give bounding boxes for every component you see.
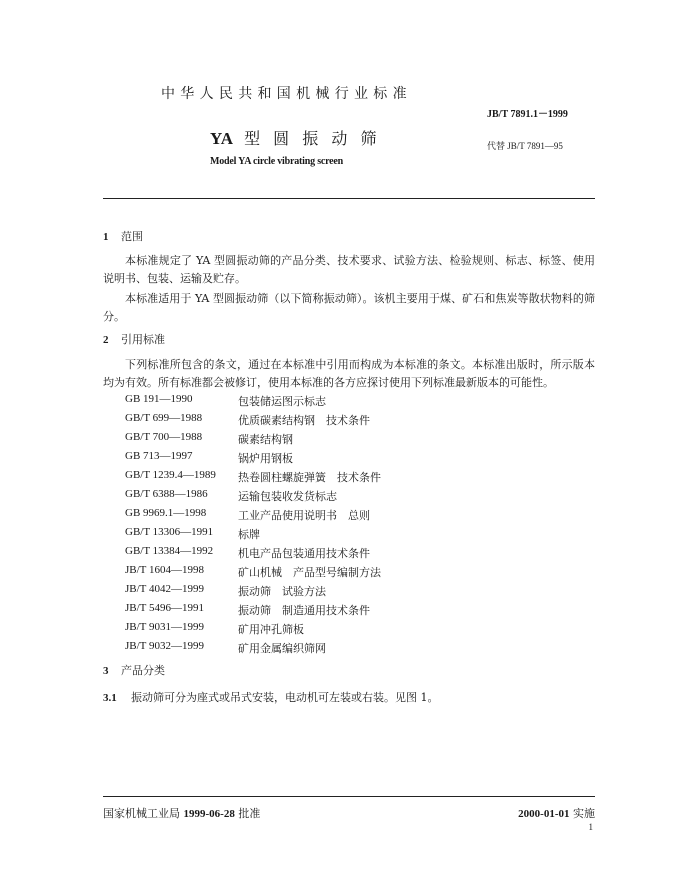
- section-2-paragraph: 下列标准所包含的条文，通过在本标准中引用而构成为本标准的条文。本标准出版时，所示版本均为有效。所有标准都会被修订，使用本标准的各方应探讨使用下列标准最新版本的可能性。: [103, 358, 595, 389]
- section-title: 产品分类: [121, 664, 165, 677]
- org-title: 中华人民共和国机械行业标准: [161, 86, 412, 102]
- reference-name: 振动筛 制造通用技术条件: [238, 604, 370, 617]
- section-1-paragraph-2: 本标准适用于 YA 型圆振动筛（以下简称振动筛）。该机主要用于煤、矿石和焦炭等散状物料的筛分。: [103, 292, 595, 323]
- reference-code: GB 191—1990: [125, 393, 193, 405]
- title-prefix: YA: [210, 129, 233, 148]
- reference-row: [125, 450, 425, 469]
- reference-name: 碳素结构钢: [238, 433, 293, 446]
- reference-code: JB/T 9032—1999: [125, 640, 204, 652]
- reference-code: JB/T 9031—1999: [125, 621, 204, 633]
- reference-name: 包装储运图示标志: [238, 395, 326, 408]
- section-title: 范围: [121, 230, 143, 243]
- reference-row: [125, 393, 425, 412]
- title-cn: 型 圆 振 动 筛: [244, 129, 381, 148]
- section-title: 引用标准: [121, 333, 165, 346]
- reference-row: [125, 583, 425, 602]
- reference-row: [125, 621, 425, 640]
- reference-name: 矿用金属编织筛网: [238, 642, 326, 655]
- reference-code: JB/T 5496—1991: [125, 602, 204, 614]
- clause-text: 振动筛可分为座式或吊式安装，电动机可左装或右装。见图 1。: [131, 691, 439, 704]
- replaces-note: 代替 JB/T 7891—95: [487, 141, 563, 151]
- section-number: 2: [103, 334, 109, 346]
- reference-list: [125, 393, 425, 659]
- reference-row: [125, 640, 425, 659]
- reference-code: GB/T 700—1988: [125, 431, 203, 443]
- footer-rule: [103, 796, 595, 797]
- reference-code: GB 9969.1—1998: [125, 507, 207, 519]
- reference-code: GB/T 13384—1992: [125, 545, 214, 557]
- reference-name: 标牌: [238, 528, 260, 541]
- section-1-paragraph-1: 本标准规定了 YA 型圆振动筛的产品分类、技术要求、试验方法、检验规则、标志、标签、使用说明书、包装、运输及贮存。: [103, 254, 595, 285]
- reference-row: [125, 469, 425, 488]
- reference-name: 工业产品使用说明书 总则: [238, 509, 370, 522]
- issue-date: 1999-06-28: [183, 808, 235, 820]
- reference-row: [125, 488, 425, 507]
- header-rule: [103, 198, 595, 199]
- reference-name: 优质碳素结构钢 技术条件: [238, 414, 370, 427]
- section-number: 1: [103, 231, 109, 243]
- reference-row: [125, 431, 425, 450]
- reference-name: 热卷圆柱螺旋弹簧 技术条件: [238, 471, 381, 484]
- clause-number: 3.1: [103, 692, 117, 704]
- reference-name: 矿用冲孔筛板: [238, 623, 304, 636]
- reference-name: 运输包装收发货标志: [238, 490, 337, 503]
- reference-code: GB 713—1997: [125, 450, 193, 462]
- implement-label: 实施: [573, 807, 595, 820]
- reference-code: GB/T 699—1988: [125, 412, 203, 424]
- reference-row: [125, 545, 425, 564]
- reference-code: GB/T 6388—1986: [125, 488, 208, 500]
- section-2-heading: [103, 331, 165, 347]
- standard-number: JB/T 7891.1－1999: [487, 109, 568, 120]
- document-title: [210, 126, 380, 149]
- reference-row: [125, 564, 425, 583]
- issuer: 国家机械工业局: [103, 807, 180, 820]
- page-number: 1: [588, 822, 593, 832]
- reference-name: 锅炉用钢板: [238, 452, 293, 465]
- section-3-heading: [103, 662, 165, 678]
- english-title: Model YA circle vibrating screen: [210, 156, 344, 167]
- reference-row: [125, 507, 425, 526]
- reference-code: GB/T 13306—1991: [125, 526, 214, 538]
- footer-issuer: [103, 805, 260, 821]
- reference-row: [125, 526, 425, 545]
- reference-name: 振动筛 试验方法: [238, 585, 326, 598]
- clause-3-1: [103, 689, 439, 705]
- section-number: 3: [103, 665, 109, 677]
- reference-code: JB/T 1604—1998: [125, 564, 204, 576]
- approved-label: 批准: [238, 807, 261, 820]
- footer-effective: [518, 805, 595, 821]
- reference-code: GB/T 1239.4—1989: [125, 469, 216, 481]
- reference-name: 机电产品包装通用技术条件: [238, 547, 370, 560]
- effective-date: 2000-01-01: [518, 808, 570, 820]
- reference-row: [125, 412, 425, 431]
- section-1-heading: [103, 228, 143, 244]
- reference-row: [125, 602, 425, 621]
- reference-name: 矿山机械 产品型号编制方法: [238, 566, 381, 579]
- reference-code: JB/T 4042—1999: [125, 583, 204, 595]
